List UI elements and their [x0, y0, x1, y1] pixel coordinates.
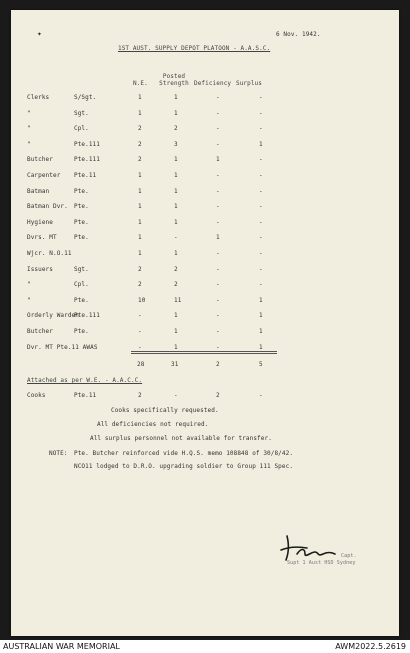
row-deficiency: - [216, 203, 220, 211]
row-rank: Sgt. [74, 265, 89, 273]
attached-ne: 2 [138, 392, 142, 399]
row-ne: 1 [138, 234, 142, 242]
row-surplus: - [259, 172, 263, 179]
row-name: " [27, 125, 31, 133]
row-rank: Pte. [74, 187, 89, 195]
row-ne: 2 [138, 265, 142, 273]
row-deficiency: - [216, 218, 220, 226]
document-page [11, 10, 399, 636]
row-name: Clerks [27, 94, 50, 101]
row-name: Batman Dvr. [27, 203, 68, 211]
row-ne: 1 [138, 203, 142, 211]
row-ne: 2 [138, 281, 142, 289]
row-ne: 1 [138, 218, 142, 226]
row-deficiency: - [216, 250, 220, 257]
row-posted: 1 [174, 156, 178, 164]
row-deficiency: - [216, 281, 220, 289]
row-ne: - [138, 312, 142, 320]
row-name: Orderly Warden [27, 312, 79, 320]
note-surplus: All surplus personnel not available for transfer. [90, 435, 272, 442]
row-posted: - [174, 234, 178, 242]
col-header-surplus: Surplus [236, 80, 262, 87]
row-deficiency: - [216, 312, 220, 320]
row-deficiency: 1 [216, 156, 220, 164]
row-name: Butcher [27, 328, 53, 335]
total-surplus: 5 [259, 361, 263, 368]
note-label: NOTE: [49, 450, 68, 457]
row-name: Butcher [27, 156, 53, 164]
row-deficiency: - [216, 296, 220, 304]
col-header-ne: N.E. [133, 80, 148, 87]
row-ne: 1 [138, 94, 142, 101]
row-surplus: - [259, 250, 263, 257]
row-name: Batman [27, 187, 50, 195]
row-surplus: - [259, 109, 263, 117]
row-ne: 10 [138, 296, 146, 304]
row-rank: Sgt. [74, 109, 89, 117]
row-posted: 1 [174, 187, 178, 195]
note-cooks: Cooks specifically requested. [111, 407, 219, 414]
row-name: " [27, 140, 31, 148]
row-name: Carpenter [27, 172, 61, 179]
row-rank: Pte.111 [74, 312, 100, 320]
col-header-deficiency: Deficiency [194, 80, 232, 87]
row-name: " [27, 281, 31, 289]
row-deficiency: - [216, 187, 220, 195]
row-rank: Pte. [74, 296, 89, 304]
row-rank: Cpl. [74, 125, 89, 133]
row-rank: Cpl. [74, 281, 89, 289]
row-name: Dvr. MT Pte.11 AWAS [27, 343, 98, 351]
row-posted: 2 [174, 125, 178, 133]
row-deficiency: - [216, 343, 220, 351]
attached-posted: - [174, 392, 178, 399]
signature-caption: Capt. [341, 553, 357, 559]
row-deficiency: - [216, 125, 220, 133]
row-posted: 3 [174, 140, 178, 148]
row-ne: - [138, 328, 142, 335]
total-posted: 31 [171, 361, 179, 368]
row-posted: 1 [174, 312, 178, 320]
archive-footer [0, 640, 410, 653]
total-ne: 28 [137, 361, 145, 368]
row-surplus: - [259, 281, 263, 289]
row-deficiency: - [216, 109, 220, 117]
row-posted: 1 [174, 328, 178, 335]
row-name: " [27, 109, 31, 117]
note-deficiencies: All deficiencies not required. [97, 421, 209, 428]
row-surplus: 1 [259, 343, 263, 351]
row-surplus: 1 [259, 296, 263, 304]
row-posted: 1 [174, 172, 178, 179]
document-title: 1ST AUST. SUPPLY DEPOT PLATOON - A.A.S.C. [118, 45, 271, 52]
row-posted: 1 [174, 109, 178, 117]
col-header-posted: Posted Strength [159, 73, 189, 87]
row-deficiency: - [216, 265, 220, 273]
row-surplus: - [259, 234, 263, 242]
row-deficiency: - [216, 94, 220, 101]
row-surplus: - [259, 125, 263, 133]
row-surplus: 1 [259, 312, 263, 320]
footer-reference: AWM2022.5.2619 [335, 642, 406, 651]
row-rank: S/Sgt. [74, 94, 97, 101]
row-surplus: - [259, 203, 263, 211]
row-ne: - [138, 343, 142, 351]
row-rank: Pte. [74, 328, 89, 335]
row-ne: 1 [138, 109, 142, 117]
row-surplus: - [259, 265, 263, 273]
row-deficiency: - [216, 328, 220, 335]
row-posted: 11 [174, 296, 182, 304]
row-posted: 2 [174, 265, 178, 273]
row-ne: 2 [138, 140, 142, 148]
total-deficiency: 2 [216, 361, 220, 368]
note-line-2: NCO11 lodged to D.R.O. upgrading soldier to Group 111 Spec. [74, 463, 294, 470]
row-rank: Pte.111 [74, 156, 100, 164]
row-ne: 2 [138, 156, 142, 164]
row-surplus: - [259, 94, 263, 101]
row-deficiency: 1 [216, 234, 220, 242]
row-name: Hygiene [27, 218, 53, 226]
row-rank: Pte. [74, 234, 89, 242]
attached-name: Cooks [27, 392, 46, 399]
row-ne: 1 [138, 187, 142, 195]
row-name: Issuers [27, 265, 53, 273]
row-posted: 1 [174, 250, 178, 257]
attached-rank: Pte.11 [74, 392, 97, 399]
row-rank: Pte.11 [74, 172, 97, 179]
row-surplus: - [259, 187, 263, 195]
note-line-1: Pte. Butcher reinforced vide H.Q.S. memo 108848 of 30/8/42. [74, 450, 294, 457]
row-name: Wjcr. N.O.11 [27, 250, 72, 257]
row-ne: 1 [138, 172, 142, 179]
row-rank: Pte. [74, 218, 89, 226]
row-surplus: - [259, 156, 263, 164]
row-posted: 1 [174, 203, 178, 211]
totals-rule [131, 351, 277, 352]
document-date: 6 Nov. 1942. [276, 31, 321, 38]
row-name: Dvrs. MT [27, 234, 57, 242]
row-rank: Pte.111 [74, 140, 100, 148]
signature-unit: Supt 1 Aust HSD Sydney [287, 560, 356, 566]
row-ne: 2 [138, 125, 142, 133]
row-rank: Pte. [74, 203, 89, 211]
punch-mark: ✦ [37, 29, 42, 38]
row-surplus: 1 [259, 328, 263, 335]
row-posted: 2 [174, 281, 178, 289]
row-posted: 1 [174, 343, 178, 351]
footer-institution: AUSTRALIAN WAR MEMORIAL [3, 642, 120, 651]
row-surplus: 1 [259, 140, 263, 148]
row-posted: 1 [174, 218, 178, 226]
attached-deficiency: 2 [216, 392, 220, 399]
row-name: " [27, 296, 31, 304]
row-surplus: - [259, 218, 263, 226]
row-deficiency: - [216, 140, 220, 148]
row-posted: 1 [174, 94, 178, 101]
row-ne: 1 [138, 250, 142, 257]
attached-surplus: - [259, 392, 263, 399]
attached-heading: Attached as per W.E. - A.A.C.C. [27, 377, 143, 384]
totals-rule-2 [131, 353, 277, 354]
row-deficiency: - [216, 172, 220, 179]
